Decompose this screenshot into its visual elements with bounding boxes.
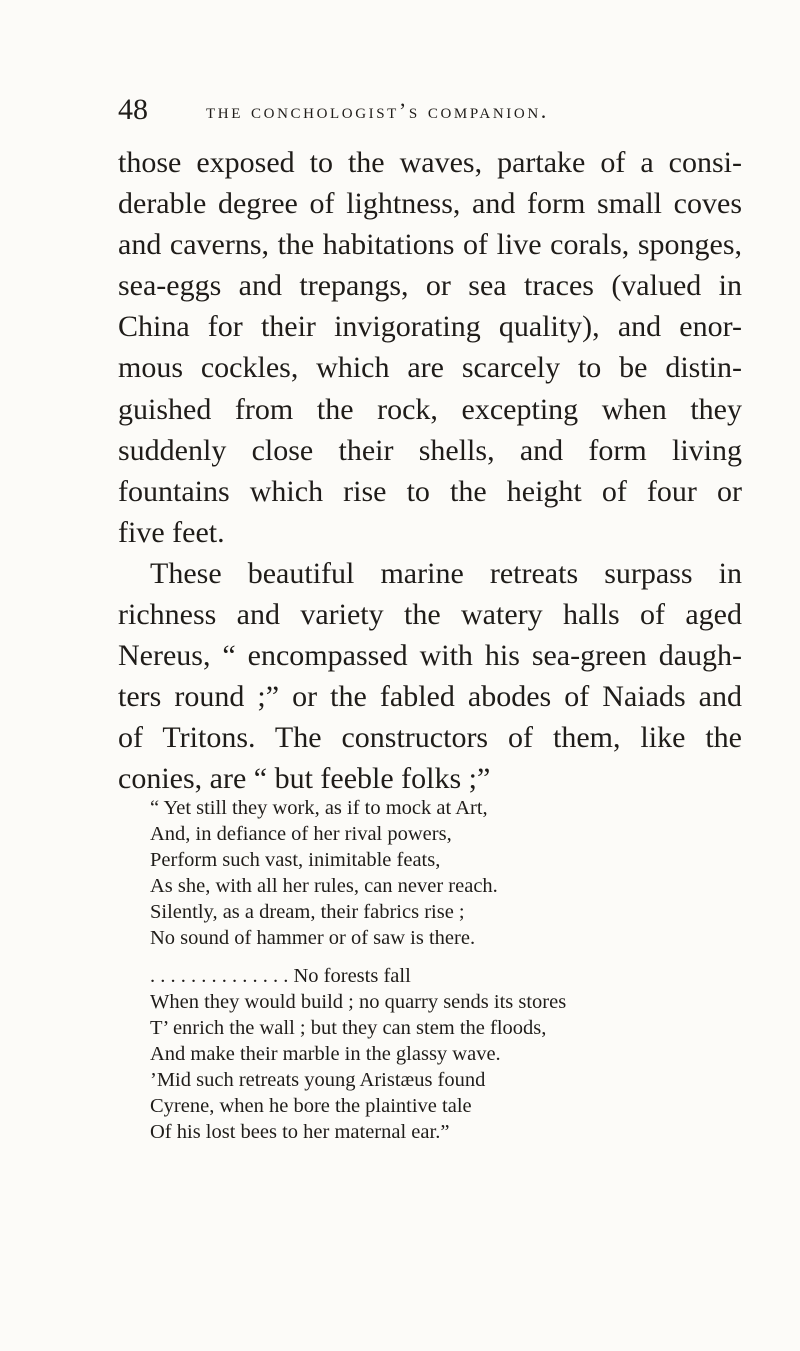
text-line: and caverns, the habitations of live corals, sponges, bbox=[118, 228, 742, 262]
verse-line: Of his lost bees to her maternal ear.” bbox=[150, 1121, 450, 1143]
verse-line: Cyrene, when he bore the plaintive tale bbox=[150, 1095, 472, 1117]
text-line: mous cockles, which are scarcely to be distin- bbox=[118, 351, 742, 385]
text-line: those exposed to the waves, partake of a consi- bbox=[118, 146, 742, 179]
text-line: richness and variety the watery halls of aged bbox=[118, 598, 742, 632]
text-line: fountains which rise to the height of four or bbox=[118, 474, 742, 508]
text-line: guished from the rock, excepting when they bbox=[118, 392, 742, 426]
body-paragraph bbox=[118, 142, 742, 800]
text-line: Nereus, “ encompassed with his sea-green daugh- bbox=[118, 639, 742, 673]
verse-line: ’Mid such retreats young Aristæus found bbox=[150, 1069, 486, 1091]
verse-line: No sound of hammer or of saw is there. bbox=[150, 927, 476, 949]
verse-line: And, in defiance of her rival powers, bbox=[150, 823, 452, 845]
text-line: suddenly close their shells, and form living bbox=[118, 433, 742, 467]
verse-line: Silently, as a dream, their fabrics rise ; bbox=[150, 901, 465, 923]
page-header bbox=[118, 92, 706, 132]
text-line: China for their invigorating quality), and enor- bbox=[118, 310, 742, 344]
text-line: of Tritons. The constructors of them, like the bbox=[118, 721, 742, 755]
verse-quotation bbox=[150, 795, 750, 1145]
running-title: the conchologist’s companion. bbox=[206, 98, 549, 123]
text-line: These beautiful marine retreats surpass in bbox=[150, 556, 742, 590]
text-line: sea-eggs and trepangs, or sea traces (valued in bbox=[118, 269, 742, 303]
verse-line-ellipsis: . . . . . . . . . . . . . . No forests fall bbox=[150, 965, 411, 987]
verse-line: When they would build ; no quarry sends its stores bbox=[150, 991, 567, 1013]
verse-line: T’ enrich the wall ; but they can stem the floods, bbox=[150, 1017, 547, 1039]
verse-line: “ Yet still they work, as if to mock at Art, bbox=[150, 797, 488, 819]
text-line: conies, are “ but feeble folks ;” bbox=[118, 762, 491, 796]
text-line: derable degree of lightness, and form small coves bbox=[118, 187, 742, 221]
text-line: ters round ;” or the fabled abodes of Naiads and bbox=[118, 680, 742, 714]
verse-line: As she, with all her rules, can never reach. bbox=[150, 875, 498, 897]
page-number: 48 bbox=[118, 93, 148, 126]
verse-line: Perform such vast, inimitable feats, bbox=[150, 849, 441, 871]
text-line: five feet. bbox=[118, 515, 225, 549]
verse-line: And make their marble in the glassy wave. bbox=[150, 1043, 501, 1065]
